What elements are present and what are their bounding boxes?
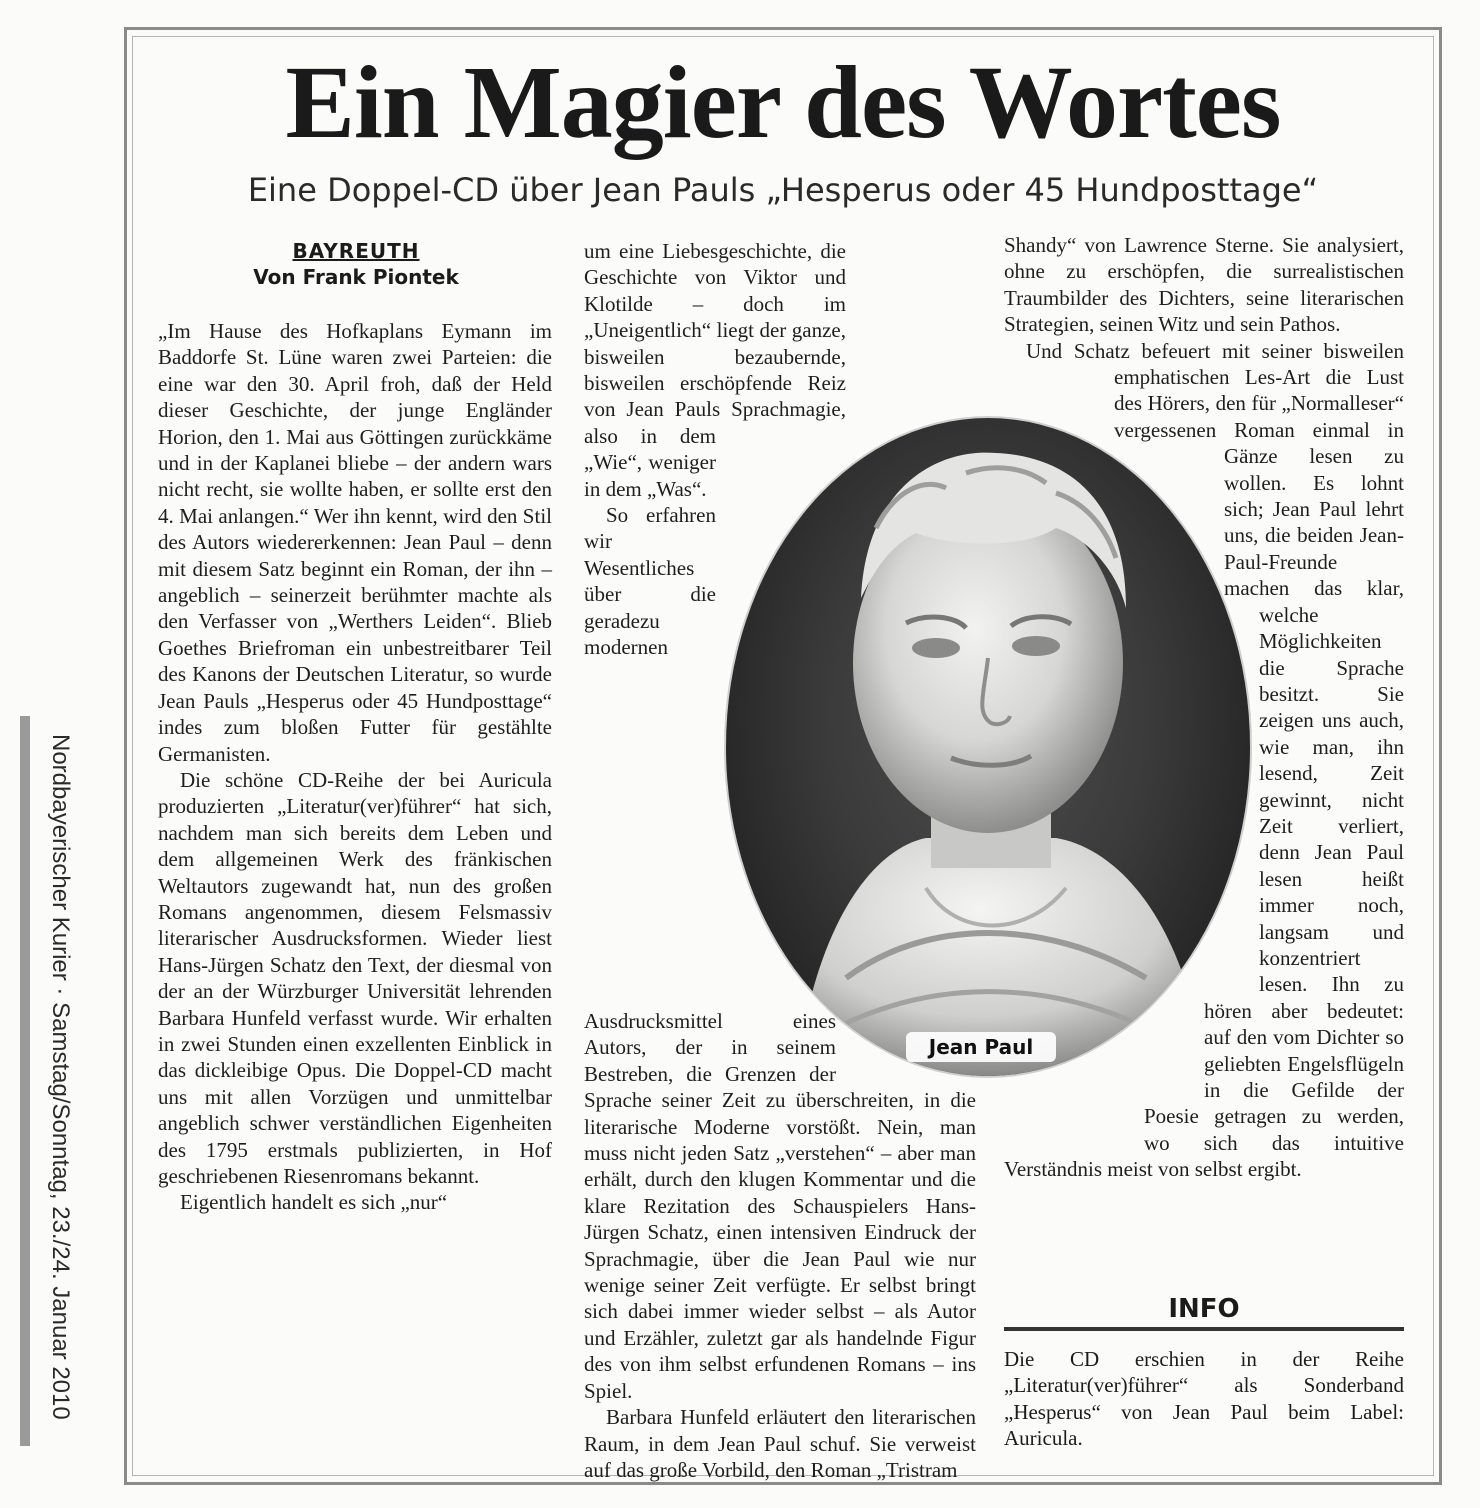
headline: Ein Magier des Wortes [285,45,1281,160]
column-1-paragraph-1: „Im Hause des Hofkaplans Eymann im Baddorfe St. Lüne waren zwei Parteien: die eine war den 30. April froh, daß der Held dieser Geschichte, der junge Engländer Horion, den 1. Mai aus Göttingen zurückkäme und in der Kaplanei bliebe – der andern wars nicht recht, sie wollte haben, er sollte erst den 4. Mai anlangen.“ Wer ihn kennt, wird den Stil des Autors wiedererkennen: Jean Paul – denn mit diesem Satz beginnt ein Roman, der ihn – angeblich – seinerzeit berühmter machte als den Verfasser von „Werthers Leiden“. Blieb Goethes Briefroman ein unbestreitbarer Teil des Kanons der Deutschen Literatur, so wurde Jean Pauls „Hesperus oder 45 Hundposttage“ indes zum bloßen Futter für gestählte Germanisten. [158,319,552,766]
column-2-paragraph-3: Barbara Hunfeld erläutert den literarischen Raum, in dem Jean Paul schuf. Sie verweist auf das große Vorbild, den Roman „Tristram [584,1405,976,1482]
byline-author: Von Frank Piontek [253,265,459,289]
wrap-spacer [846,238,976,448]
subtitle: Eine Doppel-CD über Jean Pauls „Hesperus oder 45 Hundposttage“ [247,171,1319,209]
wrap-spacer [1004,1082,1144,1142]
info-box-title: INFO [1168,1294,1240,1324]
margin-bar [20,716,30,1446]
info-box-text: Die CD erschien in der Reihe „Literatur(ver)führer“ als Sonderband „Hesperus“ von Jean Paul beim Label: Auricula. [1004,1347,1404,1451]
photo-caption: Jean Paul [906,1032,1056,1062]
info-divider [1004,1327,1404,1331]
column-2-paragraph-2: So erfahren wir Wesentliches über die geradezu modernen Ausdrucksmittel eines Autors, der in seinem Bestreben, die Grenzen der Sprache seiner Zeit zu überschreiten, in die literarische Moderne vorstößt. Nein, man muss nicht jeden Satz „verstehen“ – aber man erhält, durch den klugen Kommentar und die klare Rezitation des Schauspielers Hans-Jürgen Schatz, einen intensiven Eindruck der Sprachmagie, über die Jean Paul wie nur wenige seiner Zeit verfügte. Er selbst bringt sich dabei immer wieder selbst – als Autor und Erzähler, zuletzt gar als handelnde Figur des von ihm selbst erfundenen Romans – ins Spiel. [584,503,976,1403]
column-3-paragraph-2: Und Schatz befeuert mit seiner bisweilen emphatischen Les-Art die Lust des Hörers, den für „Normalleser“ vergessenen Roman einmal in Gänze lesen zu wollen. Es lohnt sich; Jean Paul lehrt uns, die beiden Jean-Paul-Freunde machen das klar, welche Möglichkeiten die Sprache besitzt. Sie zeigen uns auch, wie man, ihn lesend, Zeit gewinnt, nicht Zeit verliert, denn Jean Paul lesen heißt immer noch, langsam und konzentriert lesen. Ihn zu hören aber bedeutet: auf den vom Dichter so geliebten Engelsflügeln in die Gefilde der Poesie getragen zu werden, wo sich das intuitive Verständnis meist von selbst ergibt. [1004,338,1404,1182]
column-1 [158,318,552,1216]
newspaper-source-line: Nordbayerischer Kurier · Samstag/Sonntag, 23./24. Januar 2010 [47,734,74,1420]
column-1-paragraph-2: Die schöne CD-Reihe der bei Auricula produzierten „Literatur(ver)führer“ hat sich, nachdem man sich bereits dem Leben und dem allgemeinen Werk des fränkischen Weltautors zugewandt hat, nun des großen Romans angenommen, diesem Felsmassiv literarischer Ausdrucksformen. Wieder liest Hans-Jürgen Schatz den Text, der diesmal von der an der Würzburger Universität lehrenden Barbara Hunfeld verfasst wurde. Wir erhalten in zwei Stunden einen exzellenten Einblick in das dickleibige Opus. Die Doppel-CD macht uns mit allen Vorzügen und unmittelbar angeblich schwer verständlichen Eigenheiten des 1795 erstmals publizierten, in Hof geschriebenen Riesenromans bekannt. [158,767,552,1188]
column-1-paragraph-3: Eigentlich handelt es sich „nur“ [180,1190,448,1215]
jean-paul-bust-photo [724,416,1252,1078]
bust-illustration [726,418,1250,1076]
byline-location: BAYREUTH [292,239,420,263]
column-3-paragraph-1: Shandy“ von Lawrence Sterne. Sie analysiert, ohne zu erschöpfen, die surrealistischen Traumbilder des Dichters, seine literarischen Strategien, seinen Witz und sein Pathos. [1004,233,1404,337]
column-2-paragraph-1: um eine Liebesgeschichte, die Geschichte von Viktor und Klotilde – doch im „Uneigentlich“ liegt der ganze, bisweilen bezaubernde, bisweilen erschöpfende Reiz von Jean Pauls Sprachmagie, also in dem „Wie“, weniger in dem „Was“. [584,239,846,501]
